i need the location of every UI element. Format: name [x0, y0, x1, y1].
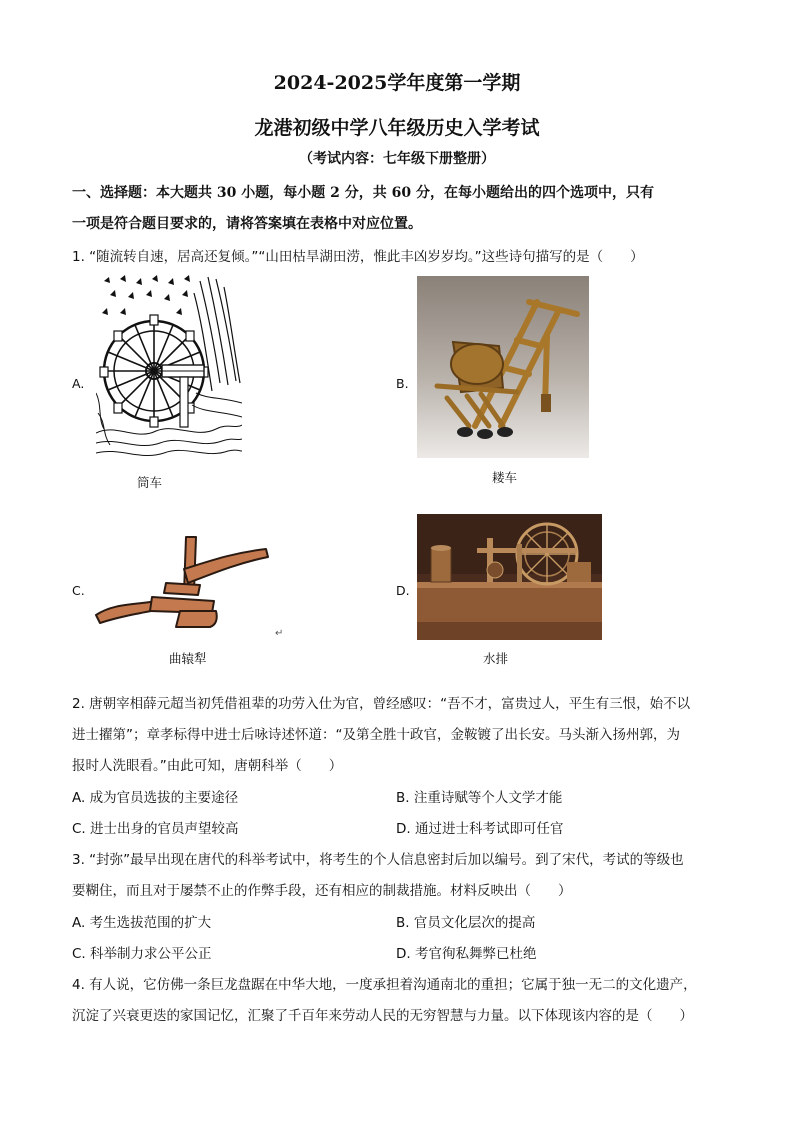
seed-drill-photo	[417, 276, 589, 458]
q3-option-b: B. 官员文化层次的提高	[396, 915, 536, 931]
q1-option-d-letter: D.	[396, 583, 410, 598]
q3-option-a: A. 考生选拔范围的扩大	[72, 915, 212, 931]
q1-option-a-caption: 筒车	[137, 475, 163, 490]
section-instructions-line1: 一、选择题：本大题共 30 小题，每小题 2 分，共 60 分，在每小题给出的四个选项中，只有	[72, 185, 654, 201]
q1-option-d-caption: 水排	[483, 651, 509, 666]
question-2-line2: 进士擢第”；章孝标得中进士后咏诗述怀道：“及第全胜十政官，金鞍镀了出长安。马头渐入扬州郭，为	[72, 727, 680, 743]
question-4-line2: 沉淀了兴衰更迭的家国记忆，汇聚了千百年来劳动人民的无穷智慧与力量。以下体现该内容的是（ ）	[72, 1008, 693, 1024]
section-instructions-line2: 一项是符合题目要求的，请将答案填在表格中对应位置。	[72, 216, 422, 232]
waterwheel-illustration	[96, 273, 242, 465]
q2-option-d: D. 通过进士科考试即可任官	[396, 821, 564, 837]
q1-option-b-caption: 耧车	[492, 470, 518, 485]
q1-option-b-letter: B.	[396, 376, 409, 391]
q2-option-a: A. 成为官员选拔的主要途径	[72, 790, 239, 806]
q1-option-a-letter: A.	[72, 376, 85, 391]
q1-option-c-caption: 曲辕犁	[169, 651, 207, 666]
question-4-line1: 4. 有人说，它仿佛一条巨龙盘踞在中华大地，一度承担着沟通南北的重担；它属于独一无二的文化遗产，	[72, 977, 697, 993]
exam-scope-subtitle: （考试内容：七年级下册整册）	[299, 151, 495, 167]
exam-term-title: 2024-2025学年度第一学期	[273, 72, 521, 94]
q2-option-b: B. 注重诗赋等个人文学才能	[396, 790, 563, 806]
exam-name-title: 龙港初级中学八年级历史入学考试	[254, 117, 540, 139]
paragraph-mark: ↵	[275, 628, 284, 639]
question-3-line1: 3. “封弥”最早出现在唐代的科举考试中，将考生的个人信息密封后加以编号。到了宋代，考试的等级也	[72, 852, 684, 868]
question-3-line2: 要糊住，而且对于屡禁不止的作弊手段，还有相应的制裁措施。材料反映出（ ）	[72, 883, 572, 899]
q3-option-c: C. 科举制力求公平公正	[72, 946, 212, 962]
question-2-line3: 报时人洗眼看。”由此可知，唐朝科举（ ）	[72, 758, 343, 774]
question-2-line1: 2. 唐朝宰相薛元超当初凭借祖辈的功劳入仕为官，曾经感叹：“吾不才，富贵过人，平生有三恨，始不以	[72, 696, 691, 712]
q2-option-c: C. 进士出身的官员声望较高	[72, 821, 239, 837]
q3-option-d: D. 考官徇私舞弊已杜绝	[396, 946, 537, 962]
q1-option-c-letter: C.	[72, 583, 85, 598]
curved-plow-illustration	[92, 531, 272, 637]
water-bellows-photo	[417, 514, 602, 640]
question-1-stem: 1. “随流转自速，居高还复倾。”“山田枯旱湖田涝，惟此丰凶岁岁均。”这些诗句描写的是（ ）	[72, 249, 644, 265]
